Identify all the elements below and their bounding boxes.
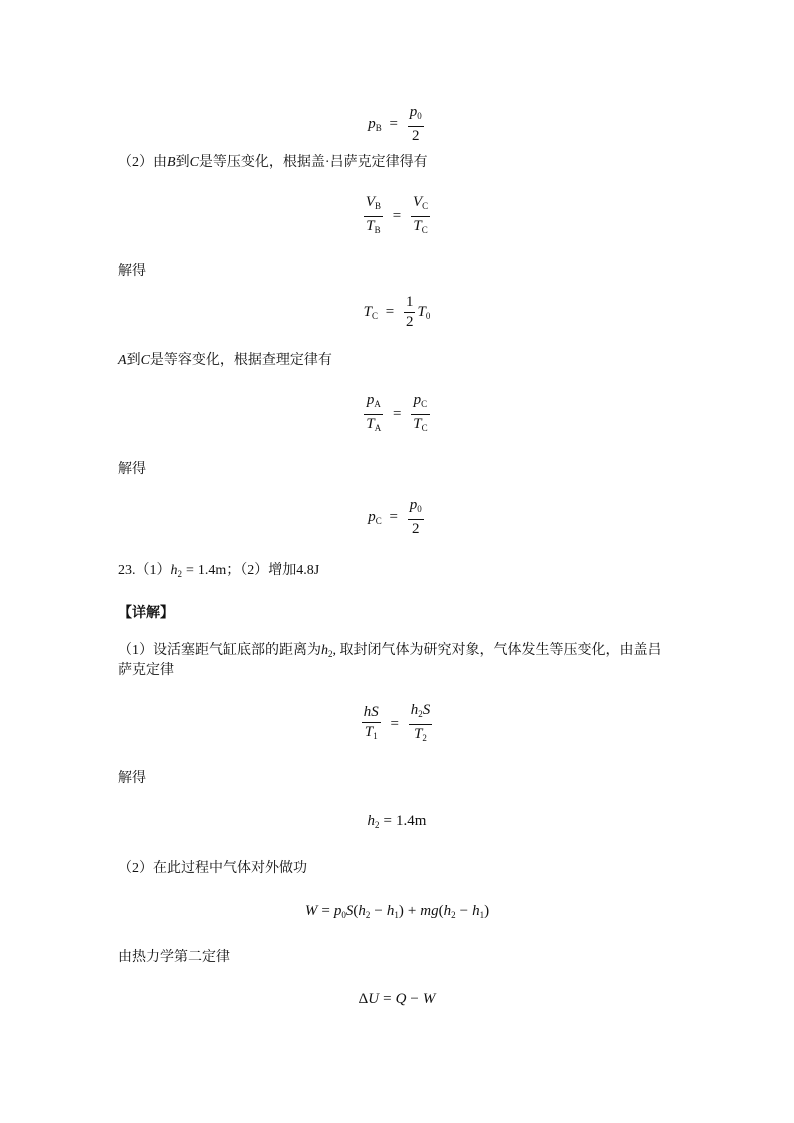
equation-first-law: ΔU = Q − W bbox=[358, 991, 436, 1007]
equation-h2: $h_2 = 1.4m$ bbox=[367, 813, 427, 830]
thermo-law-text: 由热力学第二定律 bbox=[118, 950, 230, 965]
detail-paragraph-2: （2）在此过程中气体对外做功 bbox=[118, 861, 307, 876]
equation-gay-lussac: $\frac{V_B}{T_B}$ = $\frac{V_C}{T_C}$ bbox=[365, 194, 429, 235]
equation-work: $W = p_0S(h_2 - h_1) + mg(h_2 - h_1)$ bbox=[304, 903, 490, 920]
detail-heading: 【详解】 bbox=[118, 606, 174, 621]
equation-tc: $T_C$ = $\frac{1}{2}$ $T_0$ bbox=[363, 294, 431, 330]
paragraph-a-to-c: A到C是等容变化，根据查理定律有 bbox=[118, 353, 332, 368]
detail-paragraph-1-cont: 萨克定律 bbox=[118, 663, 174, 678]
solve-label-3: 解得 bbox=[118, 771, 146, 786]
paragraph-step-2: （2）由B到C是等压变化，根据盖·吕萨克定律得有 bbox=[118, 155, 428, 170]
equation-pc: $p_C$ = $\frac{p_0}{2}$ bbox=[368, 497, 422, 537]
solve-label-2: 解得 bbox=[118, 462, 146, 477]
equation-hs: $\frac{hS}{T_1}$ = $\frac{h_2S}{T_2}$ bbox=[363, 702, 431, 743]
detail-paragraph-1: （1）设活塞距气缸底部的距离为$h_2$, 取封闭气体为研究对象，气体发生等压变化，由盖吕 bbox=[118, 643, 662, 659]
solve-label-1: 解得 bbox=[118, 264, 146, 279]
equation-pb: $p_B$ = $\frac{p_0}{2}$ bbox=[368, 104, 422, 144]
equation-charles: $\frac{p_A}{T_A}$ = $\frac{p_C}{T_C}$ bbox=[366, 392, 428, 433]
answer-q23: $23.(1)h_2 = 1.4m$；（2）增加4.8J bbox=[118, 563, 320, 579]
